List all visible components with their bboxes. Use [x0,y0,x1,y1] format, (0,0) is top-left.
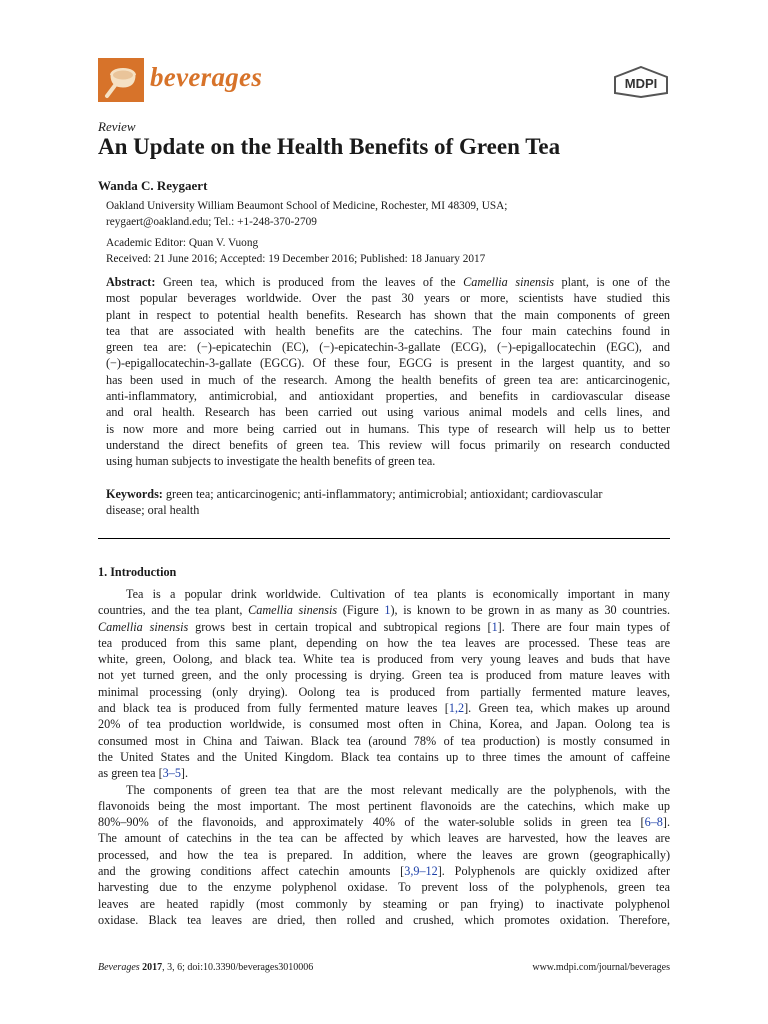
journal-logo-icon [98,58,144,102]
body-line: processed, and how the tea is prepared. In addition, where the leaves are grown (geographically) [98,847,670,862]
abstract-line: using human subjects to investigate the health benefits of green tea. [106,454,436,469]
section-heading: 1. Introduction [98,565,177,579]
figure-link[interactable]: 1 [384,603,391,618]
footer-url[interactable]: www.mdpi.com/journal/beverages [532,962,670,973]
body-line: as green tea [3–5]. [98,766,189,781]
affiliation [106,198,686,230]
body-line: flavonoids being the most important. The most pertinent flavonoids are the catechins, which make up [98,798,670,813]
abstract-line: understand the direct benefits of green tea. This review will focus primarily on research conducted [106,437,670,452]
abstract-line: is now more and more being carried out in humans. This type of research will help us to better [106,421,670,436]
abstract-line: anti-inflammatory, antimicrobial, and antioxidant properties, and benefits in cardiovascular disease [106,389,670,404]
mdpi-logo-icon [613,66,669,98]
body-line: consumed most in China and Taiwan. Black tea (around 78% of tea production) is mostly consumed in [98,733,670,748]
abstract-label: Abstract: [106,275,156,289]
author-name: Wanda C. Reygaert [98,178,208,193]
abstract-line: (−)-epigallocatechin-3-gallate (EGCG). Of these four, EGCG is present in the largest quantity, and so [106,356,670,371]
keywords-line: Keywords: green tea; anticarcinogenic; anti-inflammatory; antimicrobial; antioxidant; cardiovascular [106,487,603,501]
body-line: minimal processing (only drying). Oolong tea is produced from partially fermented mature leaves, [98,684,670,699]
journal-name: beverages [150,62,263,92]
citation-link[interactable]: 6–8 [644,815,663,830]
introduction-body [98,586,670,928]
abstract-line: green tea are: (−)-epicatechin (EC), (−)-epicatechin-3-gallate (ECG), (−)-epigallocatechin (EGC), and [106,340,670,355]
affiliation-contact: reygaert@oakland.edu; Tel.: +1-248-370-2709 [106,216,317,228]
body-line: and black tea is produced from fully fermented mature leaves [1,2]. Green tea, which makes up around [98,701,670,716]
citation-link[interactable]: 1 [491,619,498,634]
publisher-logo-text: MDPI [624,76,658,91]
body-line: 80%–90% of the flavonoids, and approximately 40% of the water-soluble solids in green tea [6–8]. [98,815,670,830]
body-line: oxidase. Black tea leaves are dried, then rolled and crushed, which promotes oxidation. Therefore, [98,912,670,927]
body-line: 20% of tea production worldwide, is consumed most often in China, Korea, and Japan. Oolong tea is [98,717,670,732]
body-line: Tea is a popular drink worldwide. Cultivation of tea plants is economically important in many [126,587,670,601]
body-line: harvesting due to the enzyme polyphenol oxidase. To prevent loss of the polyphenols, green tea [98,880,670,895]
article-title: An Update on the Health Benefits of Green Tea [98,134,561,159]
body-line: the United States and the United Kingdom. Black tea contains up to three times the amount of caffeine [98,749,670,764]
keywords [106,486,670,519]
body-line: The components of green tea that are the most relevant medically are the polyphenols, with the [126,782,670,797]
body-line: not yet turned green, and the only processing is drying. Green tea is produced from mature leaves with [98,668,670,683]
affiliation-line: Oakland University William Beaumont School of Medicine, Rochester, MI 48309, USA; [106,200,508,212]
body-line: The amount of catechins in the tea can be affected by which leaves are harvested, how the leaves are [98,831,670,846]
body-line: white, green, Oolong, and black tea. White tea is produced from very young leaves and buds that have [98,652,670,667]
body-line: Camellia sinensis grows best in certain tropical and subtropical regions [1]. There are four main types of [98,619,670,634]
academic-editor: Academic Editor: Quan V. Vuong [106,237,259,249]
body-line: leaves are heated rapidly (most commonly by steaming or pan frying) to inactivate polyphenol [98,896,670,911]
abstract-line: has been used in much of the research. Among the health benefits of green tea are: anticarcinogenic, [106,372,670,387]
editor-and-dates [106,235,686,267]
citation-link[interactable]: 1,2 [448,701,465,716]
body-line: tea produced from this same plant, depending on how the tea leaves are processed. These teas are [98,635,670,650]
abstract-line: most popular beverages worldwide. Over the past 30 years or more, scientists have studied this [106,291,670,306]
footer-citation: Beverages 2017, 3, 6; doi:10.3390/beverages3010006 [98,962,314,973]
article-type: Review [98,119,136,134]
abstract-line: tea that are associated with health benefits are the catechins. The four main catechins found in [106,323,670,338]
abstract-line: plant in respect to potential health benefits. Research has shown that the main components of green [106,307,670,322]
citation-link[interactable]: 3–5 [162,766,181,781]
abstract [106,274,670,470]
section-divider [98,538,670,539]
citation-link[interactable]: 3,9–12 [404,864,438,879]
abstract-line: Abstract: Green tea, which is produced from the leaves of the Camellia sinensis plant, is one of the [106,275,671,289]
body-line: countries, and the tea plant, Camellia sinensis (Figure 1), is known to be grown in as many as 30 countries. [98,603,671,618]
body-line: and the growing conditions affect catechin amounts [3,9–12]. Polyphenols are quickly oxidized after [98,864,671,879]
publication-dates: Received: 21 June 2016; Accepted: 19 December 2016; Published: 18 January 2017 [106,253,486,265]
abstract-line: and oral health. Research has been carried out using various animal models and cells lines, and [106,405,670,420]
keywords-label: Keywords: [106,487,163,501]
keywords-line: disease; oral health [106,503,200,518]
